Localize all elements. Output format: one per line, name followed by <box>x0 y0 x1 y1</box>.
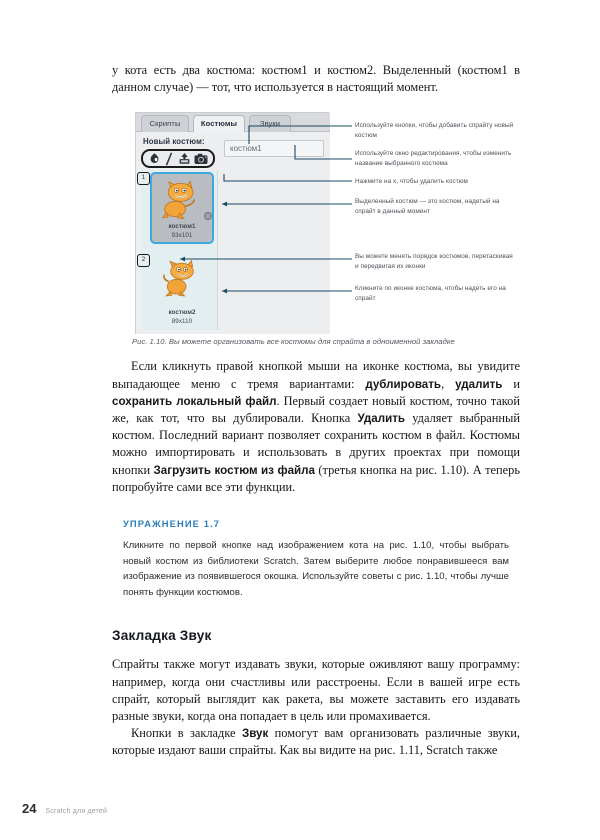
costume-2-size: 89x110 <box>171 318 193 326</box>
callout-marker-2: 2 <box>137 254 150 267</box>
pm-b5: Загрузить костюм из файла <box>153 463 315 477</box>
figure-note-3: Нажмите на х, чтобы удалить костюм <box>355 178 468 186</box>
figure-note-2: Используйте окно редактирования, чтобы изменить название выбранного костюма <box>355 150 512 167</box>
pm-t2: , <box>441 376 456 391</box>
costume-1-name: костюм1 <box>168 223 196 231</box>
exercise-text: Кликните по первой кнопке над изображением кота на рис. 1.10, чтобы выбрать новый костюм из библиотеки Scratch. Затем выберите любое понравившееся вам изображение из появившегося окошка. Используйте советы с рис. 1.10, чтобы лучше понять функции костюмов. <box>123 540 509 598</box>
pm-t5: удаляет выбранный костюм. Последний вариант позволяет сохранить костюм в файл. Костюмы можно импортировать и использовать в других проектах при помощи кнопки <box>112 411 520 477</box>
footer-book-title: Scratch для детей <box>45 808 108 815</box>
ps-t2: помогут вам организовать различные звуки, которые издают ваши спрайты. Как вы видите на рис. 1.11, Scratch также <box>112 726 520 758</box>
paragraph-sound-2 <box>112 725 520 759</box>
page-number: 24 <box>22 801 37 816</box>
pm-t3: и <box>502 376 520 391</box>
ps-t1: Кнопки в закладке <box>131 726 242 741</box>
tab-costumes[interactable]: Костюмы <box>193 115 245 132</box>
pm-t6: (третья кнопка на рис. 1.10). А теперь попробуйте сами все эти функции. <box>112 462 521 494</box>
exercise-title: УПРАЖНЕНИЕ 1.7 <box>123 518 221 530</box>
figure-note-5: Вы можете менять порядок костюмов, перетаскивая и передвигая их иконки <box>355 253 513 270</box>
paragraph-context-menu <box>112 358 520 496</box>
callout-leader-lines <box>112 112 520 347</box>
page-footer <box>22 801 107 816</box>
pm-t4: . Первый создает новый костюм, точно такой же, как тот, что вы дублировали. Кнопка <box>112 393 521 426</box>
ps-b1: Звук <box>241 727 269 741</box>
pm-b4: Удалить <box>357 412 406 426</box>
intro-paragraph: у кота есть два костюма: костюм1 и костюм2. Выделенный (костюм1 в данном случае) — тот, что используется в настоящий момент. <box>112 63 520 95</box>
callout-marker-1: 1 <box>137 172 150 185</box>
paragraph-sound-1: Спрайты также могут издавать звуки, которые оживляют вашу программу: например, когда они счастливы или расстроены. Если в вашей игре есть спрайт, который выглядит как ракета, вы можете заставить его издавать разные звуки, когда она попадает в цель или промахивается. <box>112 657 520 724</box>
costume-1-size: 93x101 <box>171 232 193 240</box>
figure-note-1: Используйте кнопки, чтобы добавить спрайту новый костюм <box>355 122 514 139</box>
tab-scripts[interactable]: Скрипты <box>141 115 189 132</box>
figure-note-6: Кликните по иконке костюма, чтобы надеть его на спрайт <box>355 285 506 302</box>
costume-2-name: костюм2 <box>168 309 196 317</box>
pm-b1: дублировать <box>365 377 442 391</box>
figure-note-4: Выделенный костюм — это костюм, надетый на спрайт в данный момент <box>355 198 500 215</box>
costume-name-value: костюм1 <box>230 144 262 154</box>
tab-sounds[interactable]: Звуки <box>249 115 291 132</box>
new-costume-label: Новый костюм: <box>143 137 205 147</box>
section-heading-sound: Закладка Звук <box>112 628 212 644</box>
pm-t1: Если кликнуть правой кнопкой мыши на иконке костюма, вы увидите выпадающее меню с тремя вариантами: <box>112 359 520 391</box>
figure-caption: Рис. 1.10. Вы можете организовать все костюмы для спрайта в одноименной закладке <box>132 337 455 347</box>
exercise-block <box>112 518 520 600</box>
pm-b3: сохранить локальный файл <box>112 394 277 408</box>
pm-b2: удалить <box>455 377 503 391</box>
figure-1-10 <box>112 112 520 347</box>
page-content <box>112 62 520 760</box>
